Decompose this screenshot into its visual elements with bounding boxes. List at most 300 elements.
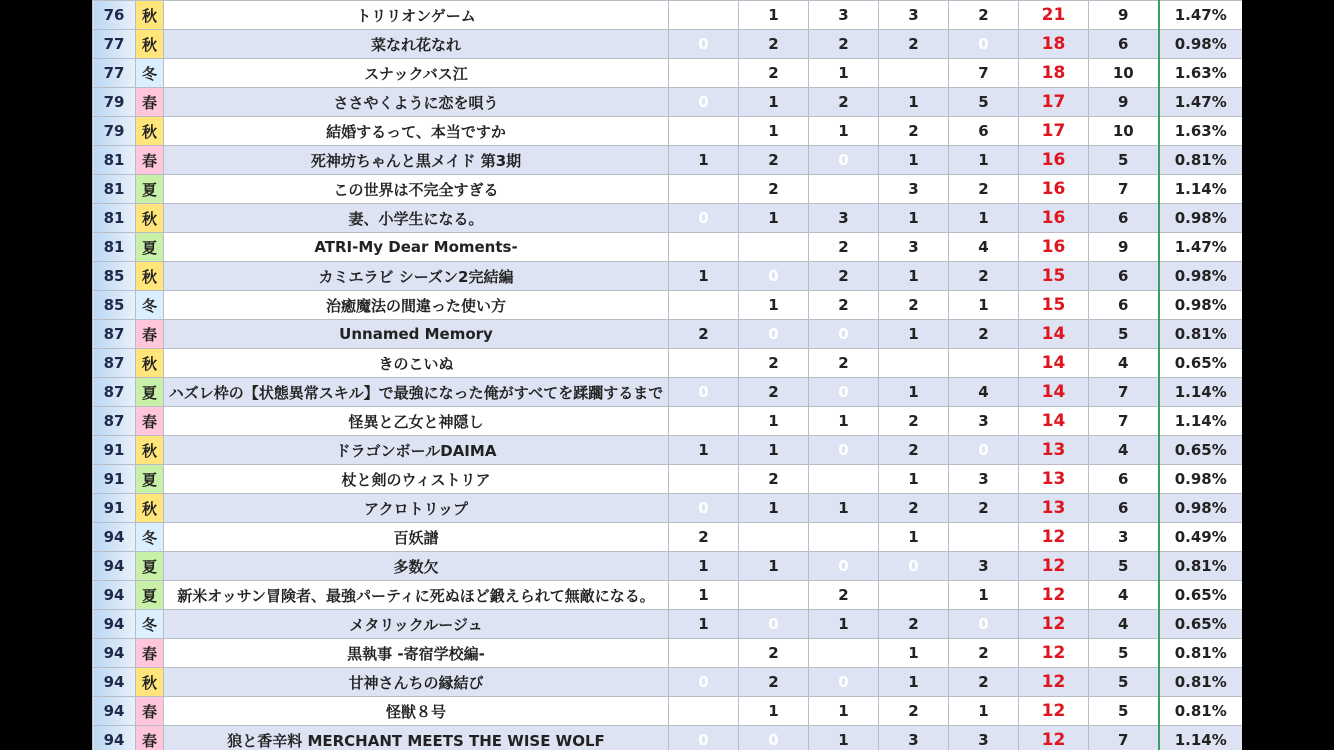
score-cell[interactable]: 2 <box>949 175 1019 204</box>
table-row <box>93 204 1243 233</box>
total-cell[interactable]: 21 <box>1019 1 1089 30</box>
table-row <box>93 726 1243 750</box>
score-cell[interactable]: 2 <box>739 175 809 204</box>
percent-cell[interactable]: 0.98% <box>1159 204 1243 233</box>
season-cell[interactable]: 春 <box>136 407 164 436</box>
total-cell[interactable]: 12 <box>1019 668 1089 697</box>
title-cell[interactable]: 百妖譜 <box>164 523 669 552</box>
rank-cell[interactable]: 91 <box>93 465 136 494</box>
percent-cell[interactable]: 0.98% <box>1159 465 1243 494</box>
percent-cell[interactable]: 0.81% <box>1159 146 1243 175</box>
percent-cell[interactable]: 1.14% <box>1159 175 1243 204</box>
score-cell[interactable] <box>669 291 739 320</box>
percent-cell[interactable]: 0.81% <box>1159 639 1243 668</box>
score-cell[interactable]: 1 <box>739 117 809 146</box>
title-cell[interactable]: 怪獣８号 <box>164 697 669 726</box>
percent-cell[interactable]: 1.14% <box>1159 726 1243 750</box>
percent-cell[interactable]: 0.81% <box>1159 552 1243 581</box>
total-cell[interactable]: 16 <box>1019 233 1089 262</box>
score-cell[interactable]: 0 <box>739 262 809 291</box>
table-body <box>93 1 1243 750</box>
score-cell[interactable]: 1 <box>809 407 879 436</box>
score-cell[interactable]: 2 <box>949 668 1019 697</box>
season-cell[interactable]: 春 <box>136 88 164 117</box>
table-row <box>93 175 1243 204</box>
count-cell[interactable]: 7 <box>1089 378 1159 407</box>
score-cell[interactable]: 2 <box>809 88 879 117</box>
score-cell[interactable]: 3 <box>879 175 949 204</box>
score-cell[interactable]: 2 <box>809 233 879 262</box>
score-cell[interactable]: 2 <box>739 146 809 175</box>
table-row <box>93 349 1243 378</box>
total-cell[interactable]: 17 <box>1019 117 1089 146</box>
percent-cell[interactable]: 1.63% <box>1159 117 1243 146</box>
total-cell[interactable]: 14 <box>1019 407 1089 436</box>
score-cell[interactable] <box>809 639 879 668</box>
total-cell[interactable]: 16 <box>1019 175 1089 204</box>
score-cell[interactable]: 2 <box>879 117 949 146</box>
rank-cell[interactable]: 94 <box>93 697 136 726</box>
title-cell[interactable]: Unnamed Memory <box>164 320 669 349</box>
score-cell[interactable]: 1 <box>879 320 949 349</box>
total-cell[interactable]: 14 <box>1019 320 1089 349</box>
count-cell[interactable]: 7 <box>1089 175 1159 204</box>
score-cell[interactable] <box>669 407 739 436</box>
score-cell[interactable]: 2 <box>949 262 1019 291</box>
score-cell[interactable]: 1 <box>739 436 809 465</box>
score-cell[interactable]: 2 <box>739 349 809 378</box>
score-cell[interactable]: 0 <box>809 668 879 697</box>
score-cell[interactable]: 0 <box>739 320 809 349</box>
total-cell[interactable]: 12 <box>1019 726 1089 750</box>
score-cell[interactable] <box>669 697 739 726</box>
score-cell[interactable]: 3 <box>949 726 1019 750</box>
score-cell[interactable]: 0 <box>949 610 1019 639</box>
score-cell[interactable]: 5 <box>949 88 1019 117</box>
percent-cell[interactable]: 0.49% <box>1159 523 1243 552</box>
score-cell[interactable]: 2 <box>879 291 949 320</box>
total-cell[interactable]: 15 <box>1019 291 1089 320</box>
season-cell[interactable]: 春 <box>136 639 164 668</box>
rank-cell[interactable]: 81 <box>93 146 136 175</box>
title-cell[interactable]: 妻、小学生になる。 <box>164 204 669 233</box>
score-cell[interactable] <box>879 59 949 88</box>
score-cell[interactable]: 0 <box>669 30 739 59</box>
score-cell[interactable]: 1 <box>949 291 1019 320</box>
count-cell[interactable]: 6 <box>1089 30 1159 59</box>
score-cell[interactable]: 2 <box>669 320 739 349</box>
score-cell[interactable]: 1 <box>809 726 879 750</box>
score-cell[interactable] <box>669 175 739 204</box>
score-cell[interactable] <box>879 581 949 610</box>
score-cell[interactable]: 2 <box>879 494 949 523</box>
count-cell[interactable]: 6 <box>1089 204 1159 233</box>
total-cell[interactable]: 16 <box>1019 204 1089 233</box>
count-cell[interactable]: 9 <box>1089 1 1159 30</box>
rank-cell[interactable]: 81 <box>93 175 136 204</box>
score-cell[interactable]: 3 <box>879 726 949 750</box>
count-cell[interactable]: 5 <box>1089 146 1159 175</box>
rank-cell[interactable]: 94 <box>93 639 136 668</box>
season-cell[interactable]: 冬 <box>136 610 164 639</box>
rank-cell[interactable]: 91 <box>93 494 136 523</box>
title-cell[interactable]: 結婚するって、本当ですか <box>164 117 669 146</box>
score-cell[interactable]: 1 <box>879 668 949 697</box>
season-cell[interactable]: 夏 <box>136 465 164 494</box>
rank-cell[interactable]: 79 <box>93 117 136 146</box>
count-cell[interactable]: 5 <box>1089 668 1159 697</box>
count-cell[interactable]: 6 <box>1089 465 1159 494</box>
score-cell[interactable]: 0 <box>669 726 739 750</box>
title-cell[interactable]: スナックバス江 <box>164 59 669 88</box>
percent-cell[interactable]: 0.98% <box>1159 30 1243 59</box>
title-cell[interactable]: 怪異と乙女と神隠し <box>164 407 669 436</box>
percent-cell[interactable]: 1.63% <box>1159 59 1243 88</box>
rank-cell[interactable]: 76 <box>93 1 136 30</box>
score-cell[interactable]: 2 <box>879 30 949 59</box>
score-cell[interactable] <box>809 465 879 494</box>
table-row <box>93 610 1243 639</box>
score-cell[interactable]: 0 <box>669 668 739 697</box>
rank-cell[interactable]: 87 <box>93 407 136 436</box>
score-cell[interactable]: 1 <box>949 697 1019 726</box>
count-cell[interactable]: 3 <box>1089 523 1159 552</box>
count-cell[interactable]: 4 <box>1089 349 1159 378</box>
title-cell[interactable]: この世界は不完全すぎる <box>164 175 669 204</box>
score-cell[interactable]: 1 <box>669 552 739 581</box>
score-cell[interactable]: 3 <box>949 465 1019 494</box>
rank-cell[interactable]: 94 <box>93 523 136 552</box>
season-cell[interactable]: 秋 <box>136 1 164 30</box>
score-cell[interactable]: 1 <box>669 146 739 175</box>
score-cell[interactable]: 2 <box>739 30 809 59</box>
score-cell[interactable]: 1 <box>669 610 739 639</box>
title-cell[interactable]: ハズレ枠の【状態異常スキル】で最強になった俺がすべてを蹂躙するまで <box>164 378 669 407</box>
title-cell[interactable]: 治癒魔法の間違った使い方 <box>164 291 669 320</box>
score-cell[interactable] <box>669 117 739 146</box>
score-cell[interactable]: 0 <box>949 30 1019 59</box>
title-cell[interactable]: ささやくように恋を唄う <box>164 88 669 117</box>
title-cell[interactable]: 黒執事 -寄宿学校編- <box>164 639 669 668</box>
score-cell[interactable]: 1 <box>739 697 809 726</box>
score-cell[interactable]: 2 <box>739 59 809 88</box>
title-cell[interactable]: トリリオンゲーム <box>164 1 669 30</box>
rank-cell[interactable]: 85 <box>93 291 136 320</box>
percent-cell[interactable]: 0.81% <box>1159 668 1243 697</box>
total-cell[interactable]: 12 <box>1019 697 1089 726</box>
score-cell[interactable]: 3 <box>879 233 949 262</box>
season-cell[interactable]: 夏 <box>136 233 164 262</box>
percent-cell[interactable]: 0.65% <box>1159 436 1243 465</box>
total-cell[interactable]: 12 <box>1019 581 1089 610</box>
rank-cell[interactable]: 81 <box>93 233 136 262</box>
score-cell[interactable]: 6 <box>949 117 1019 146</box>
count-cell[interactable]: 4 <box>1089 610 1159 639</box>
total-cell[interactable]: 14 <box>1019 349 1089 378</box>
score-cell[interactable]: 1 <box>949 581 1019 610</box>
score-cell[interactable]: 2 <box>739 465 809 494</box>
score-cell[interactable]: 2 <box>739 378 809 407</box>
score-cell[interactable]: 0 <box>739 726 809 750</box>
percent-cell[interactable]: 1.47% <box>1159 88 1243 117</box>
rank-cell[interactable]: 94 <box>93 726 136 750</box>
score-cell[interactable] <box>669 1 739 30</box>
title-cell[interactable]: カミエラビ シーズン2完結編 <box>164 262 669 291</box>
score-cell[interactable]: 1 <box>669 436 739 465</box>
score-cell[interactable]: 2 <box>739 668 809 697</box>
title-cell[interactable]: ドラゴンボールDAIMA <box>164 436 669 465</box>
score-cell[interactable]: 0 <box>809 378 879 407</box>
table-row <box>93 30 1243 59</box>
title-cell[interactable]: きのこいぬ <box>164 349 669 378</box>
title-cell[interactable]: 狼と香辛料 MERCHANT MEETS THE WISE WOLF <box>164 726 669 750</box>
total-cell[interactable]: 17 <box>1019 88 1089 117</box>
percent-cell[interactable]: 0.81% <box>1159 320 1243 349</box>
title-cell[interactable]: 多数欠 <box>164 552 669 581</box>
score-cell[interactable]: 1 <box>879 262 949 291</box>
score-cell[interactable]: 1 <box>739 407 809 436</box>
percent-cell[interactable]: 0.65% <box>1159 349 1243 378</box>
score-cell[interactable]: 0 <box>809 146 879 175</box>
percent-cell[interactable]: 1.47% <box>1159 233 1243 262</box>
total-cell[interactable]: 13 <box>1019 465 1089 494</box>
score-cell[interactable]: 1 <box>739 494 809 523</box>
score-cell[interactable]: 1 <box>809 610 879 639</box>
percent-cell[interactable]: 0.81% <box>1159 697 1243 726</box>
count-cell[interactable]: 6 <box>1089 494 1159 523</box>
score-cell[interactable]: 1 <box>879 88 949 117</box>
score-cell[interactable]: 1 <box>809 494 879 523</box>
total-cell[interactable]: 13 <box>1019 436 1089 465</box>
total-cell[interactable]: 18 <box>1019 59 1089 88</box>
score-cell[interactable]: 0 <box>669 494 739 523</box>
score-cell[interactable]: 1 <box>669 262 739 291</box>
title-cell[interactable]: ATRI-My Dear Moments- <box>164 233 669 262</box>
count-cell[interactable]: 6 <box>1089 291 1159 320</box>
season-cell[interactable]: 冬 <box>136 291 164 320</box>
score-cell[interactable]: 7 <box>949 59 1019 88</box>
score-cell[interactable]: 1 <box>949 146 1019 175</box>
score-cell[interactable] <box>949 349 1019 378</box>
score-cell[interactable]: 1 <box>879 465 949 494</box>
score-cell[interactable]: 1 <box>949 204 1019 233</box>
score-cell[interactable]: 0 <box>739 610 809 639</box>
score-cell[interactable]: 1 <box>809 59 879 88</box>
score-cell[interactable]: 1 <box>879 639 949 668</box>
score-cell[interactable]: 4 <box>949 378 1019 407</box>
rank-cell[interactable]: 94 <box>93 552 136 581</box>
score-cell[interactable]: 0 <box>879 552 949 581</box>
score-cell[interactable]: 2 <box>809 291 879 320</box>
title-cell[interactable]: 新米オッサン冒険者、最強パーティに死ぬほど鍛えられて無敵になる。 <box>164 581 669 610</box>
score-cell[interactable]: 1 <box>879 146 949 175</box>
season-cell[interactable]: 秋 <box>136 262 164 291</box>
score-cell[interactable]: 1 <box>809 117 879 146</box>
count-cell[interactable]: 10 <box>1089 117 1159 146</box>
rank-cell[interactable]: 81 <box>93 204 136 233</box>
rank-cell[interactable]: 85 <box>93 262 136 291</box>
title-cell[interactable]: 杖と剣のウィストリア <box>164 465 669 494</box>
score-cell[interactable]: 2 <box>739 639 809 668</box>
total-cell[interactable]: 12 <box>1019 639 1089 668</box>
percent-cell[interactable]: 0.98% <box>1159 494 1243 523</box>
season-cell[interactable]: 冬 <box>136 523 164 552</box>
count-cell[interactable]: 5 <box>1089 639 1159 668</box>
total-cell[interactable]: 14 <box>1019 378 1089 407</box>
rank-cell[interactable]: 87 <box>93 320 136 349</box>
score-cell[interactable]: 0 <box>809 436 879 465</box>
total-cell[interactable]: 12 <box>1019 552 1089 581</box>
score-cell[interactable]: 1 <box>879 523 949 552</box>
score-cell[interactable] <box>669 465 739 494</box>
title-cell[interactable]: 甘神さんちの縁結び <box>164 668 669 697</box>
season-cell[interactable]: 春 <box>136 726 164 750</box>
score-cell[interactable]: 2 <box>949 320 1019 349</box>
score-cell[interactable]: 0 <box>669 378 739 407</box>
score-cell[interactable]: 4 <box>949 233 1019 262</box>
rank-cell[interactable]: 87 <box>93 349 136 378</box>
score-cell[interactable]: 1 <box>739 291 809 320</box>
score-cell[interactable]: 2 <box>949 1 1019 30</box>
table-row <box>93 117 1243 146</box>
rank-cell[interactable]: 87 <box>93 378 136 407</box>
season-cell[interactable]: 秋 <box>136 117 164 146</box>
count-cell[interactable]: 6 <box>1089 262 1159 291</box>
total-cell[interactable]: 12 <box>1019 523 1089 552</box>
percent-cell[interactable]: 0.65% <box>1159 581 1243 610</box>
season-cell[interactable]: 春 <box>136 320 164 349</box>
score-cell[interactable]: 3 <box>949 552 1019 581</box>
count-cell[interactable]: 5 <box>1089 552 1159 581</box>
rank-cell[interactable]: 94 <box>93 581 136 610</box>
score-cell[interactable]: 1 <box>739 204 809 233</box>
total-cell[interactable]: 15 <box>1019 262 1089 291</box>
score-cell[interactable]: 0 <box>949 436 1019 465</box>
rank-cell[interactable]: 94 <box>93 610 136 639</box>
season-cell[interactable]: 夏 <box>136 175 164 204</box>
percent-cell[interactable]: 1.47% <box>1159 1 1243 30</box>
percent-cell[interactable]: 0.98% <box>1159 291 1243 320</box>
table-row <box>93 1 1243 30</box>
season-cell[interactable]: 春 <box>136 146 164 175</box>
score-cell[interactable]: 1 <box>739 88 809 117</box>
score-cell[interactable]: 1 <box>879 378 949 407</box>
score-cell[interactable]: 2 <box>949 494 1019 523</box>
total-cell[interactable]: 13 <box>1019 494 1089 523</box>
percent-cell[interactable]: 1.14% <box>1159 407 1243 436</box>
season-cell[interactable]: 秋 <box>136 494 164 523</box>
count-cell[interactable]: 9 <box>1089 233 1159 262</box>
score-cell[interactable]: 2 <box>809 30 879 59</box>
title-cell[interactable]: アクロトリップ <box>164 494 669 523</box>
score-cell[interactable] <box>879 349 949 378</box>
score-cell[interactable]: 1 <box>809 697 879 726</box>
total-cell[interactable]: 12 <box>1019 610 1089 639</box>
season-cell[interactable]: 夏 <box>136 378 164 407</box>
count-cell[interactable]: 5 <box>1089 697 1159 726</box>
count-cell[interactable]: 4 <box>1089 581 1159 610</box>
score-cell[interactable]: 0 <box>669 88 739 117</box>
total-cell[interactable]: 18 <box>1019 30 1089 59</box>
count-cell[interactable]: 10 <box>1089 59 1159 88</box>
score-cell[interactable] <box>669 59 739 88</box>
score-cell[interactable] <box>669 233 739 262</box>
count-cell[interactable]: 4 <box>1089 436 1159 465</box>
rank-cell[interactable]: 77 <box>93 59 136 88</box>
score-cell[interactable]: 2 <box>879 407 949 436</box>
table-row <box>93 262 1243 291</box>
table-row <box>93 291 1243 320</box>
score-cell[interactable]: 0 <box>669 204 739 233</box>
table-row <box>93 639 1243 668</box>
table-row <box>93 668 1243 697</box>
score-cell[interactable] <box>809 523 879 552</box>
score-cell[interactable]: 2 <box>809 349 879 378</box>
season-cell[interactable]: 冬 <box>136 59 164 88</box>
rank-cell[interactable]: 77 <box>93 30 136 59</box>
score-cell[interactable]: 3 <box>879 1 949 30</box>
score-cell[interactable]: 2 <box>669 523 739 552</box>
score-cell[interactable] <box>739 523 809 552</box>
rank-cell[interactable]: 94 <box>93 668 136 697</box>
count-cell[interactable]: 7 <box>1089 726 1159 750</box>
season-cell[interactable]: 春 <box>136 697 164 726</box>
percent-cell[interactable]: 0.98% <box>1159 262 1243 291</box>
title-cell[interactable]: 死神坊ちゃんと黒メイド 第3期 <box>164 146 669 175</box>
count-cell[interactable]: 7 <box>1089 407 1159 436</box>
score-cell[interactable]: 2 <box>879 436 949 465</box>
title-cell[interactable]: メタリックルージュ <box>164 610 669 639</box>
score-cell[interactable]: 2 <box>879 610 949 639</box>
season-cell[interactable]: 秋 <box>136 349 164 378</box>
score-cell[interactable]: 2 <box>879 697 949 726</box>
rank-cell[interactable]: 79 <box>93 88 136 117</box>
season-cell[interactable]: 秋 <box>136 668 164 697</box>
count-cell[interactable]: 9 <box>1089 88 1159 117</box>
total-cell[interactable]: 16 <box>1019 146 1089 175</box>
score-cell[interactable]: 1 <box>879 204 949 233</box>
score-cell[interactable]: 1 <box>669 581 739 610</box>
score-cell[interactable]: 3 <box>809 1 879 30</box>
score-cell[interactable]: 2 <box>809 581 879 610</box>
score-cell[interactable]: 0 <box>809 320 879 349</box>
score-cell[interactable] <box>949 523 1019 552</box>
rank-cell[interactable]: 91 <box>93 436 136 465</box>
score-cell[interactable] <box>669 639 739 668</box>
score-cell[interactable]: 2 <box>949 639 1019 668</box>
percent-cell[interactable]: 0.65% <box>1159 610 1243 639</box>
score-cell[interactable]: 3 <box>809 204 879 233</box>
score-cell[interactable] <box>669 349 739 378</box>
title-cell[interactable]: 菜なれ花なれ <box>164 30 669 59</box>
score-cell[interactable]: 0 <box>809 552 879 581</box>
score-cell[interactable] <box>739 233 809 262</box>
season-cell[interactable]: 夏 <box>136 581 164 610</box>
score-cell[interactable]: 2 <box>809 262 879 291</box>
score-cell[interactable] <box>739 581 809 610</box>
score-cell[interactable] <box>809 175 879 204</box>
score-cell[interactable]: 1 <box>739 1 809 30</box>
score-cell[interactable]: 3 <box>949 407 1019 436</box>
percent-cell[interactable]: 1.14% <box>1159 378 1243 407</box>
count-cell[interactable]: 5 <box>1089 320 1159 349</box>
season-cell[interactable]: 秋 <box>136 436 164 465</box>
score-cell[interactable]: 1 <box>739 552 809 581</box>
season-cell[interactable]: 秋 <box>136 204 164 233</box>
season-cell[interactable]: 秋 <box>136 30 164 59</box>
table-row <box>93 233 1243 262</box>
season-cell[interactable]: 夏 <box>136 552 164 581</box>
